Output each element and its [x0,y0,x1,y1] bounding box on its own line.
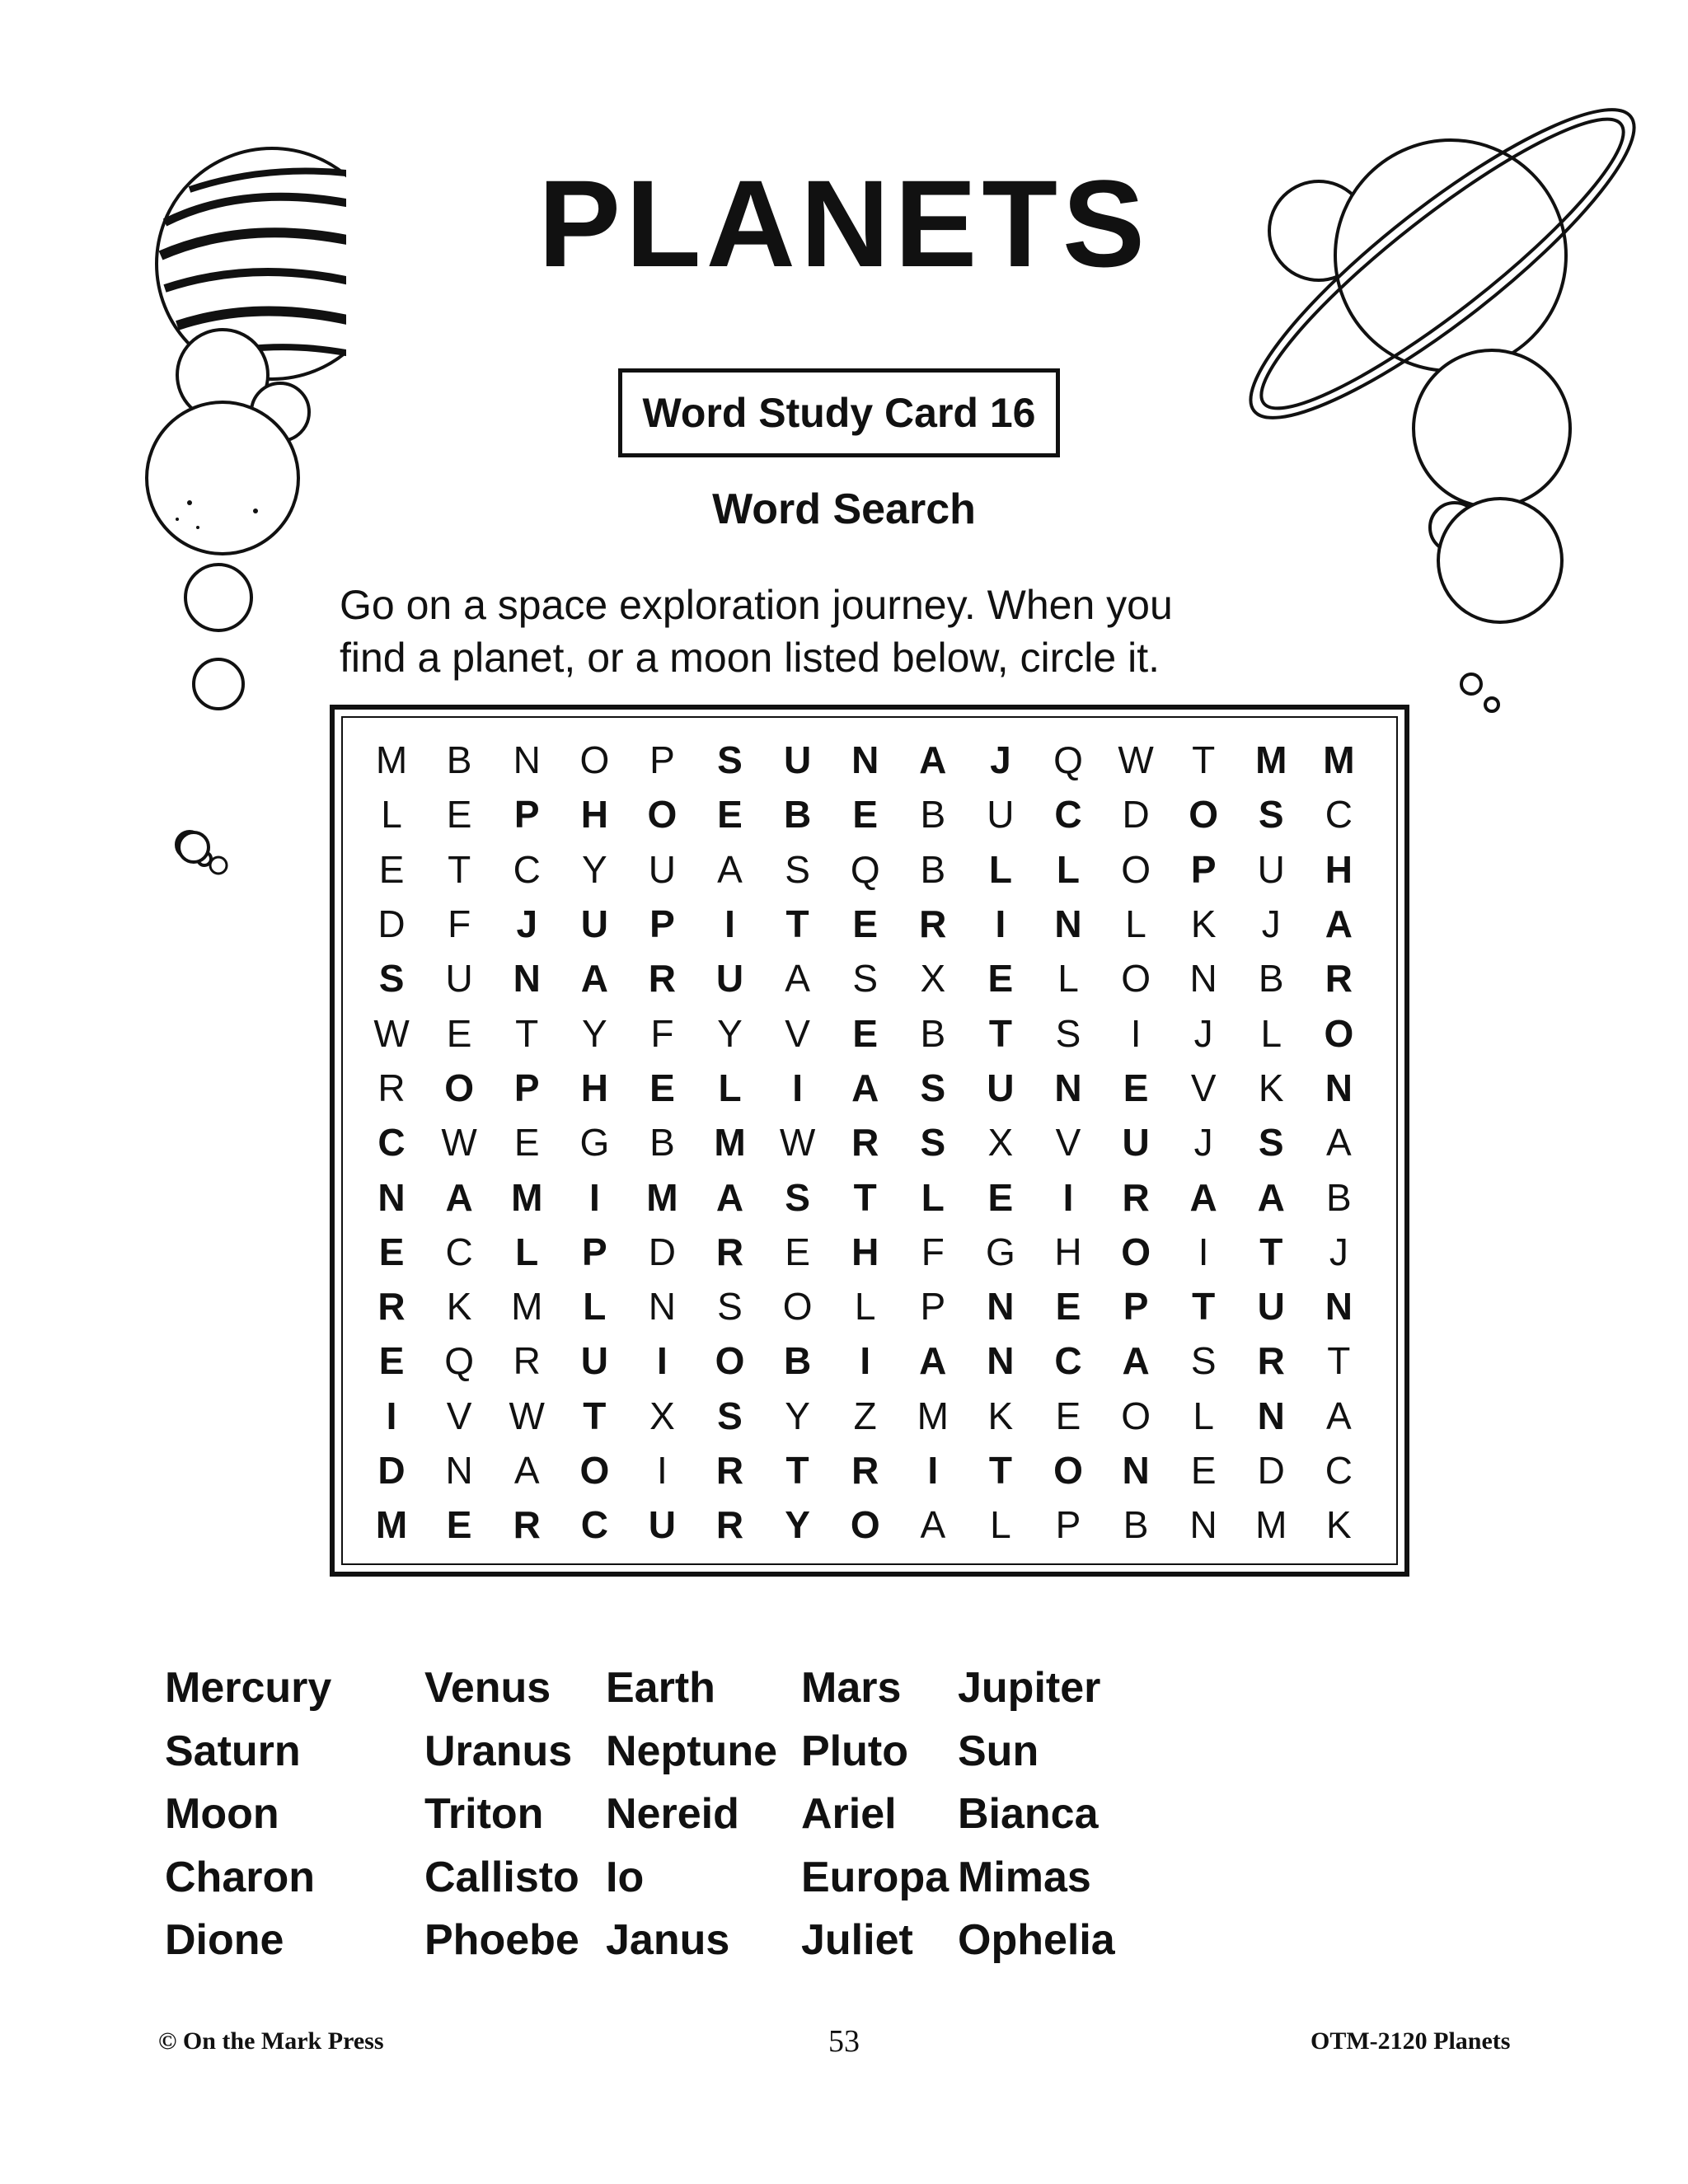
grid-letter[interactable]: U [648,847,677,891]
word-list-item: Charon [165,1853,315,1901]
grid-row [358,1389,1373,1443]
grid-letter[interactable]: A [785,957,810,1001]
grid-letter[interactable]: N [987,1339,1015,1383]
grid-letter[interactable]: S [1258,1121,1284,1165]
word-list-item: Dione [165,1916,284,1964]
grid-letter[interactable]: S [785,1175,810,1219]
grid-letter[interactable]: K [446,1285,472,1329]
grid-letter[interactable]: X [920,957,946,1001]
grid-letter[interactable]: F [921,1230,945,1273]
grid-letter[interactable]: O [1121,957,1151,1001]
grid-letter[interactable]: D [377,902,406,946]
grid-letter[interactable]: T [988,1449,1012,1492]
grid-letter[interactable]: B [783,1339,812,1383]
grid-letter[interactable]: W [373,1011,410,1055]
grid-letter[interactable]: E [378,1230,405,1273]
grid-letter[interactable]: N [513,738,541,782]
grid-letter[interactable]: D [377,1449,406,1492]
grid-letter[interactable]: A [1189,1175,1217,1219]
grid-letter[interactable]: H [580,1066,608,1109]
grid-letter[interactable]: N [445,1449,473,1492]
word-list-item: Ophelia [958,1916,1115,1964]
grid-letter[interactable]: S [920,1066,946,1109]
word-list-item: Saturn [165,1727,301,1775]
grid-letter[interactable]: E [1055,1394,1081,1437]
grid-letter[interactable]: M [511,1285,543,1329]
grid-letter[interactable]: N [1054,902,1082,946]
grid-letter[interactable]: Y [581,847,607,891]
word-list-item: Europa [801,1853,950,1901]
grid-letter[interactable]: I [995,902,1006,946]
grid-letter[interactable]: N [1325,1285,1353,1329]
grid-letter[interactable]: T [448,847,471,891]
word-list-column [801,1657,949,1972]
grid-letter[interactable]: P [1123,1285,1149,1329]
grid-letter[interactable]: R [1325,957,1353,1001]
grid-letter[interactable]: S [717,1394,743,1437]
grid-letter[interactable]: B [1123,1503,1149,1547]
grid-letter[interactable]: I [386,1394,397,1437]
grid-letter[interactable]: L [921,1175,945,1219]
word-list-item: Janus [606,1916,730,1964]
grid-letter[interactable]: K [987,1394,1014,1437]
grid-letter[interactable]: Q [850,847,880,891]
grid-letter[interactable]: S [1258,793,1284,837]
grid-letter[interactable]: H [851,1230,879,1273]
grid-letter[interactable]: I [860,1339,871,1383]
grid-letter[interactable]: U [1257,847,1285,891]
word-list-column [606,1657,777,1972]
grid-letters [358,733,1373,1552]
grid-letter[interactable]: B [920,847,946,891]
grid-letter[interactable]: E [785,1230,810,1273]
grid-letter[interactable]: G [986,1230,1015,1273]
grid-letter[interactable]: J [1261,902,1281,946]
grid-letter[interactable]: B [1258,957,1284,1001]
word-list-column [165,1657,331,1972]
grid-letter[interactable]: A [717,847,743,891]
grid-letter[interactable]: L [1057,957,1079,1001]
grid-letter[interactable]: W [1118,738,1154,782]
grid-letter[interactable]: Y [785,1394,810,1437]
grid-letter[interactable]: U [1122,1121,1150,1165]
word-list-item: Moon [165,1790,279,1838]
word-list-item: Phoebe [424,1916,579,1964]
grid-letter[interactable]: I [927,1449,939,1492]
grid-letter[interactable]: C [580,1503,608,1547]
grid-letter[interactable]: P [649,738,675,782]
grid-letter[interactable]: A [1122,1339,1150,1383]
word-list-item: Callisto [424,1853,579,1901]
grid-letter[interactable]: A [580,957,608,1001]
grid-letter[interactable]: U [648,1503,677,1547]
grid-letter[interactable]: P [1190,847,1217,891]
grid-letter[interactable]: T [785,1449,809,1492]
grid-letter[interactable]: S [852,957,879,1001]
grid-letter[interactable]: B [1326,1175,1352,1219]
grid-letter[interactable]: N [851,738,879,782]
grid-letter[interactable]: I [1062,1175,1074,1219]
grid-letter[interactable]: V [1190,1066,1217,1109]
card-label-text: Word Study Card 16 [642,390,1036,436]
grid-letter[interactable]: L [1056,847,1081,891]
grid-letter[interactable]: T [583,1394,607,1437]
grid-letter[interactable]: S [378,957,405,1001]
footer-copyright: © On the Mark Press [158,2027,384,2055]
grid-letter[interactable]: O [647,793,678,837]
grid-letter[interactable]: R [377,1066,406,1109]
grid-letter[interactable]: H [1054,1230,1082,1273]
grid-letter[interactable]: A [1257,1175,1285,1219]
grid-letter[interactable]: M [1255,738,1287,782]
grid-letter[interactable]: O [1121,1230,1151,1273]
grid-letter[interactable]: D [1257,1449,1285,1492]
grid-letter[interactable]: L [1193,1394,1214,1437]
word-list-item: Earth [606,1664,715,1712]
grid-letter[interactable]: X [987,1121,1014,1165]
grid-letter[interactable]: A [920,1503,946,1547]
grid-letter[interactable]: C [1054,793,1082,837]
grid-letter[interactable]: I [657,1449,668,1492]
planet-cluster-left-icon [0,0,346,923]
grid-letter[interactable]: M [511,1175,543,1219]
word-list-item: Bianca [958,1790,1099,1838]
grid-letter[interactable]: I [724,902,735,946]
grid-letter[interactable]: Q [1053,738,1083,782]
grid-letter[interactable]: R [513,1339,541,1383]
grid-letter[interactable]: A [919,738,947,782]
grid-letter[interactable]: L [988,847,1012,891]
word-list-item: Uranus [424,1727,573,1775]
grid-letter[interactable]: T [1327,1339,1351,1383]
grid-letter[interactable]: B [783,793,812,837]
grid-letter[interactable]: N [1325,1066,1353,1109]
grid-row [358,1443,1373,1497]
word-list [165,1657,1566,1978]
grid-letter[interactable]: H [1325,847,1353,891]
grid-letter[interactable]: E [1055,1285,1081,1329]
footer-product-code: OTM-2120 Planets [1311,2027,1511,2055]
grid-letter[interactable]: G [579,1121,610,1165]
grid-letter[interactable]: C [1325,793,1353,837]
grid-letter[interactable]: X [649,1394,675,1437]
grid-letter[interactable]: E [1123,1066,1149,1109]
grid-letter[interactable]: E [446,1011,472,1055]
grid-letter[interactable]: S [1190,1339,1217,1383]
grid-letter[interactable]: E [649,1066,675,1109]
grid-letter[interactable]: R [851,1449,879,1492]
grid-letter[interactable]: K [1326,1503,1352,1547]
grid-letter[interactable]: I [1130,1011,1142,1055]
grid-letter[interactable]: E [1190,1449,1217,1492]
grid-letter[interactable]: B [446,738,472,782]
grid-letter[interactable]: O [782,1285,813,1329]
grid-letter[interactable]: C [1325,1449,1353,1492]
grid-letter[interactable]: U [580,1339,608,1383]
grid-letter[interactable]: P [581,1230,607,1273]
grid-row [358,1497,1373,1552]
grid-letter[interactable]: R [1257,1339,1285,1383]
grid-letter[interactable]: E [987,1175,1014,1219]
grid-letter[interactable]: O [850,1503,880,1547]
grid-letter[interactable]: N [1122,1449,1150,1492]
grid-letter[interactable]: H [580,793,608,837]
grid-letter[interactable]: M [375,1503,408,1547]
grid-letter[interactable]: S [717,1285,743,1329]
word-list-item: Neptune [606,1727,777,1775]
page-title: PLANETS [537,154,1151,293]
grid-letter[interactable]: V [785,1011,810,1055]
grid-letter[interactable]: V [1055,1121,1081,1165]
grid-letter[interactable]: E [852,793,879,837]
grid-letter[interactable]: T [515,1011,539,1055]
grid-letter[interactable]: E [513,1121,540,1165]
grid-letter[interactable]: S [920,1121,946,1165]
grid-letter[interactable]: E [446,793,472,837]
word-list-item: Ariel [801,1790,897,1838]
grid-letter[interactable]: F [650,1011,674,1055]
grid-letter[interactable]: U [715,957,744,1001]
grid-letter[interactable]: Y [785,1503,810,1547]
grid-row [358,1061,1373,1115]
instructions-line-1: Go on a space exploration journey. When you [340,582,1173,628]
grid-letter[interactable]: O [1121,1394,1151,1437]
word-list-item: Mars [801,1664,902,1712]
word-list-item: Pluto [801,1727,908,1775]
grid-row [358,1169,1373,1224]
grid-letter[interactable]: A [445,1175,473,1219]
grid-letter[interactable]: Q [444,1339,475,1383]
grid-letter[interactable]: J [990,738,1011,782]
grid-letter[interactable]: A [919,1339,947,1383]
grid-letter[interactable]: R [1122,1175,1150,1219]
grid-row [358,733,1373,787]
grid-letter[interactable]: U [783,738,812,782]
grid-letter[interactable]: A [1325,902,1353,946]
grid-letter[interactable]: T [1192,1285,1216,1329]
grid-letter[interactable]: L [718,1066,742,1109]
grid-letter[interactable]: L [583,1285,607,1329]
word-list-item: Mercury [165,1664,332,1712]
grid-letter[interactable]: C [377,1121,406,1165]
instructions-line-2: find a planet, or a moon listed below, circle it. [340,635,1160,681]
grid-letter[interactable]: L [515,1230,539,1273]
grid-letter[interactable]: L [1260,1011,1282,1055]
grid-letter[interactable]: V [446,1394,472,1437]
grid-letter[interactable]: S [717,738,743,782]
grid-letter[interactable]: P [513,793,540,837]
grid-letter[interactable]: L [381,793,402,837]
grid-letter[interactable]: P [513,1066,540,1109]
grid-letter[interactable]: T [785,902,809,946]
grid-letter[interactable]: O [579,1449,610,1492]
grid-letter[interactable]: I [792,1066,803,1109]
grid-letter[interactable]: E [378,847,405,891]
grid-letter[interactable]: C [445,1230,473,1273]
grid-letter[interactable]: A [513,1449,540,1492]
grid-letter[interactable]: L [854,1285,876,1329]
grid-letter[interactable]: I [657,1339,668,1383]
grid-letter[interactable]: F [448,902,471,946]
grid-letter[interactable]: W [509,1394,545,1437]
grid-letter[interactable]: P [649,902,675,946]
grid-letter[interactable]: M [1255,1503,1287,1547]
grid-letter[interactable]: R [715,1230,744,1273]
grid-letter[interactable]: D [648,1230,677,1273]
grid-letter[interactable]: E [987,957,1014,1001]
word-list-item: Venus [424,1664,551,1712]
grid-letter[interactable]: U [987,793,1015,837]
grid-letter[interactable]: L [990,1503,1011,1547]
grid-letter[interactable]: N [1189,1503,1217,1547]
grid-letter[interactable]: O [1121,847,1151,891]
grid-letter[interactable]: R [851,1121,879,1165]
grid-letter[interactable]: C [513,847,541,891]
grid-letter[interactable]: N [513,957,541,1001]
grid-letter[interactable]: E [717,793,743,837]
word-search-grid [330,705,1409,1577]
grid-letter[interactable]: U [580,902,608,946]
grid-letter[interactable]: R [648,957,677,1001]
grid-letter[interactable]: U [987,1066,1015,1109]
grid-row [358,1115,1373,1169]
grid-row [358,1225,1373,1279]
subtitle: Word Search [712,485,976,533]
word-list-item: Juliet [801,1916,913,1964]
grid-letter[interactable]: O [579,738,610,782]
grid-letter[interactable]: M [375,738,408,782]
grid-letter[interactable]: S [1055,1011,1081,1055]
grid-letter[interactable]: N [1257,1394,1285,1437]
grid-letter[interactable]: N [377,1175,406,1219]
grid-letter[interactable]: E [852,1011,879,1055]
grid-letter[interactable]: S [785,847,810,891]
page-number: 53 [828,2024,860,2059]
grid-letter[interactable]: R [513,1503,541,1547]
grid-letter[interactable]: W [779,1121,816,1165]
grid-letter[interactable]: N [1054,1066,1082,1109]
grid-letter[interactable]: M [714,1121,746,1165]
grid-letter[interactable]: N [648,1285,677,1329]
bubble-icon [169,824,243,882]
grid-row [358,951,1373,1005]
grid-letter[interactable]: M [646,1175,678,1219]
grid-letter[interactable]: N [1189,957,1217,1001]
word-list-item: Sun [958,1727,1039,1775]
grid-letter[interactable]: A [851,1066,879,1109]
word-list-item: Jupiter [958,1664,1101,1712]
grid-letter[interactable]: K [1190,902,1217,946]
grid-letter[interactable]: Z [853,1394,877,1437]
grid-letter[interactable]: B [920,793,946,837]
grid-row [358,1279,1373,1333]
grid-letter[interactable]: E [378,1339,405,1383]
card-label [618,368,1060,457]
grid-letter[interactable]: M [1323,738,1355,782]
grid-letter[interactable]: M [917,1394,949,1437]
grid-letter[interactable]: N [987,1285,1015,1329]
grid-letter[interactable]: Y [717,1011,743,1055]
grid-letter[interactable]: E [852,902,879,946]
grid-letter[interactable]: K [1258,1066,1284,1109]
grid-letter[interactable]: A [1326,1394,1352,1437]
grid-letter[interactable]: O [715,1339,745,1383]
word-list-item: Io [606,1853,645,1901]
grid-letter[interactable]: P [920,1285,946,1329]
grid-letter[interactable]: O [1189,793,1219,837]
grid-row [358,787,1373,841]
grid-letter[interactable]: T [988,1011,1012,1055]
grid-row [358,897,1373,951]
grid-letter[interactable]: R [715,1449,744,1492]
grid-letter[interactable]: I [588,1175,600,1219]
word-list-column [424,1657,579,1972]
grid-letter[interactable]: E [446,1503,472,1547]
grid-letter[interactable]: P [1055,1503,1081,1547]
grid-letter[interactable]: U [1257,1285,1285,1329]
grid-letter[interactable]: J [516,902,538,946]
grid-letter[interactable]: J [1193,1121,1213,1165]
grid-letter[interactable]: J [1193,1011,1213,1055]
grid-letter[interactable]: R [377,1285,406,1329]
word-list-item: Nereid [606,1790,739,1838]
grid-letter[interactable]: A [1326,1121,1352,1165]
grid-letter[interactable]: B [920,1011,946,1055]
grid-letter[interactable]: U [445,957,473,1001]
grid-letter[interactable]: T [853,1175,877,1219]
grid-row [358,842,1373,897]
grid-letter[interactable]: R [715,1503,744,1547]
grid-letter[interactable]: O [444,1066,475,1109]
grid-letter[interactable]: I [1198,1230,1209,1273]
grid-letter[interactable]: O [1324,1011,1354,1055]
grid-letter[interactable]: Y [581,1011,607,1055]
grid-letter[interactable]: A [715,1175,744,1219]
grid-row [358,1333,1373,1388]
grid-letter[interactable]: O [1053,1449,1083,1492]
grid-letter[interactable]: J [1329,1230,1348,1273]
word-list-item: Triton [424,1790,544,1838]
grid-letter[interactable]: T [1259,1230,1283,1273]
grid-row [358,1005,1373,1060]
word-list-item: Mimas [958,1853,1091,1901]
word-list-column [958,1657,1115,1972]
grid-letter[interactable]: W [441,1121,477,1165]
grid-letter[interactable]: D [1122,793,1150,837]
grid-letter[interactable]: C [1054,1339,1082,1383]
grid-letter[interactable]: L [1125,902,1146,946]
grid-letter[interactable]: R [919,902,947,946]
grid-letter[interactable]: B [649,1121,675,1165]
grid-letter[interactable]: T [1192,738,1216,782]
